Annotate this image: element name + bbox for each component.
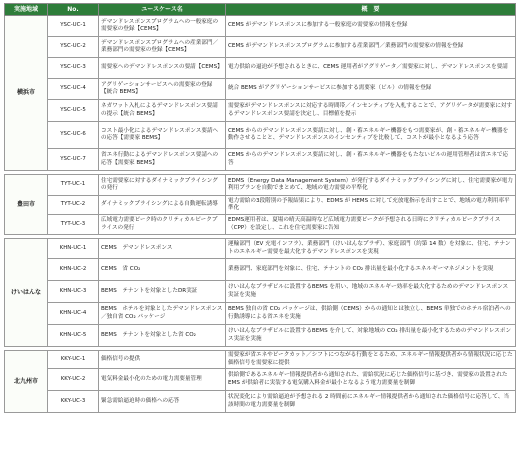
usecase-name-cell: CEMS 省 CO₂ bbox=[99, 259, 226, 281]
usecase-name-cell: デマンドレスポンスプログラムへの一般家庭の需要家の登録【CEMS】 bbox=[99, 16, 226, 37]
usecase-name-cell: BEMS ホテルを対象としたデマンドレスポンス／独自省 CO₂ パッケージ bbox=[99, 303, 226, 325]
usecase-name-cell: 電気料金最小化のための電力需要量管理 bbox=[99, 369, 226, 391]
table-row bbox=[5, 325, 516, 347]
usecase-summary-cell: 供給側であるエネルギー情報提供者から通知された、需給状況に応じた価格信号に基づき、需要家の設置されたEMS が供給者に実装する電気購入料金が最小となるよう電力需要量を制御 bbox=[226, 369, 516, 391]
usecase-name-cell: コスト最小化によるデマンドレスポンス要請への応答【需要家 BEMS】 bbox=[99, 122, 226, 149]
table-row bbox=[5, 369, 516, 391]
usecase-name-cell: デマンドレスポンスプログラムへの産業部門／業務部門の需要家の登録【CEMS】 bbox=[99, 37, 226, 58]
usecase-no-cell: KHN-UC-5 bbox=[48, 325, 99, 347]
table-row bbox=[5, 58, 516, 79]
table-row bbox=[5, 122, 516, 149]
usecase-name-cell: CEMS デマンドレスポンス bbox=[99, 239, 226, 259]
usecase-no-cell: YSC-UC-1 bbox=[48, 16, 99, 37]
usecase-summary-cell: 状況変化により需給逼迫が予想される 2 時間前にエネルギー情報提供者から通知された価格信号に応答して、当該時間の電力需要量を制御 bbox=[226, 391, 516, 413]
table-row bbox=[5, 175, 516, 196]
usecase-no-cell: KHN-UC-3 bbox=[48, 281, 99, 303]
usecase-summary-cell: 業務部門、家庭部門を対象に、住宅、テナントの CO₂ 排出量を最小化するエネルギーマネジメントを実現 bbox=[226, 259, 516, 281]
table-row bbox=[5, 239, 516, 259]
table-row bbox=[5, 351, 516, 369]
usecase-summary-cell: 運輸部門（EV 充電インフラ）、業務部門（けいはんなプラザ）、家庭部門（約第 14 数）を対象に、住宅、テナントのエネルギー需要を最大化するデマンドレスポンスを実現 bbox=[226, 239, 516, 259]
usecase-no-cell: YSC-UC-6 bbox=[48, 122, 99, 149]
usecase-summary-cell: 統合 BEMS がアグリゲーションサービスに参加する需要家（ビル）の情報を登録 bbox=[226, 79, 516, 100]
table-row bbox=[5, 391, 516, 413]
usecase-name-cell: 省エネ行動によるデマンドレスポンス要請への応答【需要家 BEMS】 bbox=[99, 149, 226, 171]
usecase-summary-cell: 需要家がデマンドレスポンスに対応する時間帯／インセンティブを入札することで、アグリゲータが需要家に対するデマンドレスポンス要請を決定し、目標値を提示 bbox=[226, 100, 516, 122]
table-row bbox=[5, 215, 516, 235]
table-row bbox=[5, 303, 516, 325]
usecase-summary-cell: CEMS からのデマンドレスポンス要請に対し、創・蓄エネルギー機器をもつ需要家が、創・蓄エネルギー機器を動作させることと、デマンドレスポンスのインセンティブを比較して、コストが最小となるよう応答 bbox=[226, 122, 516, 149]
usecase-name-cell: BEMS テナントを対象とした省 CO₂ bbox=[99, 325, 226, 347]
usecase-summary-cell: CEMS からのデマンドレスポンス要請に対し、創・蓄エネルギー機器をもたないビルの運用管理者は省エネで応答 bbox=[226, 149, 516, 171]
table-row bbox=[5, 16, 516, 37]
usecase-no-cell: TYT-UC-2 bbox=[48, 196, 99, 215]
usecase-no-cell: KHN-UC-4 bbox=[48, 303, 99, 325]
usecase-no-cell: YSC-UC-7 bbox=[48, 149, 99, 171]
usecase-name-cell: ダイナミックプライシングによる自動運転誘導 bbox=[99, 196, 226, 215]
usecase-name-cell: ネガワット入札によるデマンドレスポンス要請の提示【統合 BEMS】 bbox=[99, 100, 226, 122]
usecase-no-cell: YSC-UC-2 bbox=[48, 37, 99, 58]
usecase-name-cell: アグリゲーションサービスへの需要家の登録【統合 BEMS】 bbox=[99, 79, 226, 100]
region-cell: 横浜市 bbox=[5, 16, 48, 171]
region-cell: けいはんな bbox=[5, 239, 48, 347]
usecase-summary-cell: EDMS運用者は、夏場の晴天高温時など広域電力需要ピークが予想される日時にクリティカルピークプライス（CPP）を設定し、これを住宅需要家に告知 bbox=[226, 215, 516, 235]
usecase-no-cell: YSC-UC-3 bbox=[48, 58, 99, 79]
usecase-name-cell: 広域電力需要ピーク時のクリティカルピークプライスの発行 bbox=[99, 215, 226, 235]
table-row bbox=[5, 149, 516, 171]
table-row bbox=[5, 281, 516, 303]
usecase-no-cell: KHN-UC-2 bbox=[48, 259, 99, 281]
usecase-name-cell: 住宅需要家に対するダイナミックプライシングの発行 bbox=[99, 175, 226, 196]
usecase-no-cell: TYT-UC-3 bbox=[48, 215, 99, 235]
usecase-name-cell: 価格信号の提供 bbox=[99, 351, 226, 369]
usecase-no-cell: KKY-UC-3 bbox=[48, 391, 99, 413]
usecase-name-cell: BEMS テナントを対象としたDR実証 bbox=[99, 281, 226, 303]
table-row bbox=[5, 196, 516, 215]
usecase-no-cell: KHN-UC-1 bbox=[48, 239, 99, 259]
usecase-summary-cell: けいはんなプラザビルに設置するBEMS を用い、地域のエネルギー効率を最大化するためのデマンドレスポンス実証を実施 bbox=[226, 281, 516, 303]
header-usecase: ユースケース名 bbox=[99, 4, 226, 16]
header-no: No. bbox=[48, 4, 99, 16]
header-region: 実施地域 bbox=[5, 4, 48, 16]
table-row bbox=[5, 100, 516, 122]
usecase-table-wrapper bbox=[4, 3, 515, 413]
header-summary: 概 要 bbox=[226, 4, 516, 16]
usecase-no-cell: KKY-UC-1 bbox=[48, 351, 99, 369]
usecase-no-cell: YSC-UC-5 bbox=[48, 100, 99, 122]
region-cell: 北九州市 bbox=[5, 351, 48, 413]
usecase-no-cell: KKY-UC-2 bbox=[48, 369, 99, 391]
usecase-summary-cell: CEMS がデマンドレスポンスプログラムに参加する産業部門／業務部門の需要家の情報を登録 bbox=[226, 37, 516, 58]
usecase-no-cell: YSC-UC-4 bbox=[48, 79, 99, 100]
table-row bbox=[5, 79, 516, 100]
usecase-summary-cell: CEMS がデマンドレスポンスに参加する一般家庭の需要家の情報を登録 bbox=[226, 16, 516, 37]
usecase-summary-cell: 電力供給の逼迫が予想されるときに、CEMS 運用者がアグリゲータ／需要家に対し、デマンドレスポンスを要請 bbox=[226, 58, 516, 79]
usecase-summary-cell: BEMS 独自の省 CO₂ パッケージは、供給側（CEMS）からの通知とは独立し、BEMS 単独でのホテル宿泊者への行動誘導による省エネを実施 bbox=[226, 303, 516, 325]
usecase-name-cell: 需要家へのデマンドレスポンスの要請【CEMS】 bbox=[99, 58, 226, 79]
usecase-summary-cell: EDMS（Energy Data Management System）が発行するダイナミックプライシングに対し、住宅需要家が電力利用プランを自動でまとめて、地域の電力需要の平準化 bbox=[226, 175, 516, 196]
usecase-table bbox=[4, 3, 516, 413]
usecase-summary-cell: 需要家が省エネやピークカット／シフトにつながる行動をとるため、エネルギー情報提供者から情報状況に応じた価格信号を需要家に提供 bbox=[226, 351, 516, 369]
region-cell: 豊田市 bbox=[5, 175, 48, 235]
usecase-summary-cell: 電力需給の3段階別の予報結果により、EDMS が HEMS に対して充放電指示を出すことで、地域の電力利用率平準化 bbox=[226, 196, 516, 215]
usecase-no-cell: TYT-UC-1 bbox=[48, 175, 99, 196]
table-row bbox=[5, 37, 516, 58]
usecase-name-cell: 緊急需給逼迫時の価格への応答 bbox=[99, 391, 226, 413]
table-header-row bbox=[5, 4, 516, 16]
usecase-summary-cell: けいはんなプラザビルに設置するBEMS を介して、対象地域の CO₂ 排出量を最小化するためのデマンドレスポンス実証を実施 bbox=[226, 325, 516, 347]
table-row bbox=[5, 259, 516, 281]
